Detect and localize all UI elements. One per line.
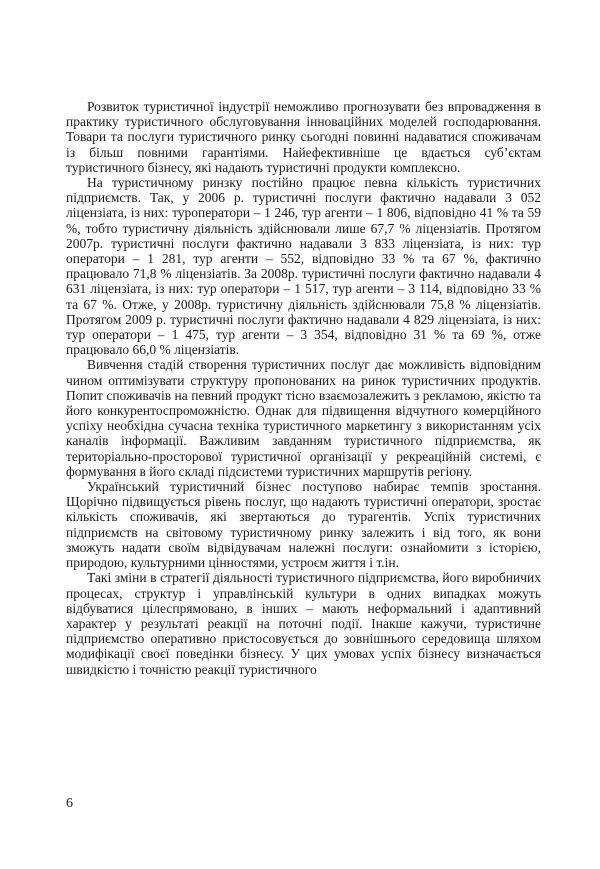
body-text — [66, 99, 541, 677]
paragraph-1: Розвиток туристичної індустрії неможливо прогнозувати без впровадження в практику туристичного обслуговування інноваційних моделей господарювання. Товари та послуги туристичного ринку сьогодні повинні надаватися споживачам із більш повними гарантіями. Найефективніше це вдається суб’єктам туристичного бізнесу, які надають туристичні продукти комплексно. — [66, 99, 541, 175]
page-number: 6 — [66, 796, 73, 811]
paragraph-5: Такі зміни в стратегії діяльності туристичного підприємства, його виробничих процесах, структур і управлінській культури в одних випадках можуть відбуватися цілеспрямовано, в інших – мають неформальний і адаптивний характер у результаті реакції на поточні події. Інакше кажучи, туристичне підприємство оперативно пристосовується до зовнішнього середовища шляхом модифікації своєї поведінки бізнесу. У цих умовах успіх бізнесу визначається швидкістю і точністю реакції туристичного — [66, 570, 541, 677]
paragraph-3: Вивчення стадій створення туристичних послуг дає можливість відповідним чином оптимізувати структуру пропонованих на ринок туристичних продуктів. Попит споживачів на певний продукт тісно взаємозалежить з рекламою, якістю та його конкурентоспроможністю. Однак для підвищення відчутного комерційного успіху необхідна сучасна техніка туристичного маркетингу з використанням усіх каналів інформації. Важливим завданням туристичного підприємства, як територіально-просторової туристичної організації у рекреаційній системі, є формування в його складі підсистеми туристичних маршрутів регіону. — [66, 357, 541, 479]
paragraph-2: На туристичному ринзку постійно працює певна кількість туристичних підприємств. Так, у 2006 р. туристичні послуги фактично надавали 3 052 ліцензіата, із них: туроператори – 1 246, тур агенти – 1 806, відповідно 41 % та 59 %, тобто туристичну діяльність здійснювали лише 67,7 % ліцензіатів. Протягом 2007р. туристичні послуги фактично надавали 3 833 ліцензіата, із них: тур оператори – 1 281, тур агенти – 552, відповідно 33 % та 67 %, фактично працювало 71,8 % ліцензіатів. За 2008р. туристичні послуги фактично надавали 4 631 ліцензіата, із них: тур оператори – 1 517, тур агенти – 3 114, відповідно 33 % та 67 %. Отже, у 2008р. туристичну діяльність здійснювали 75,8 % ліцензіатів. Протягом 2009 р. туристичні послуги фактично надавали 4 829 ліцензіата, із них: тур оператори – 1 475, тур агенти – 3 354, відповідно 31 % та 69 %, отже працювало 66,0 % ліцензіатів. — [66, 175, 541, 358]
paragraph-4: Український туристичний бізнес поступово набирає темпів зростання. Щорічно підвищується рівень послуг, що надають туристичні оператори, зростає кількість споживачів, які звертаються до турагентів. Успіх туристичних підприємств на світовому туристичному ринку залежить і від того, як вони зможуть надати своїм відвідувачам належні послуги: ознайомити з історією, природою, культурними цінностями, устроєм життя і т.ін. — [66, 479, 541, 571]
